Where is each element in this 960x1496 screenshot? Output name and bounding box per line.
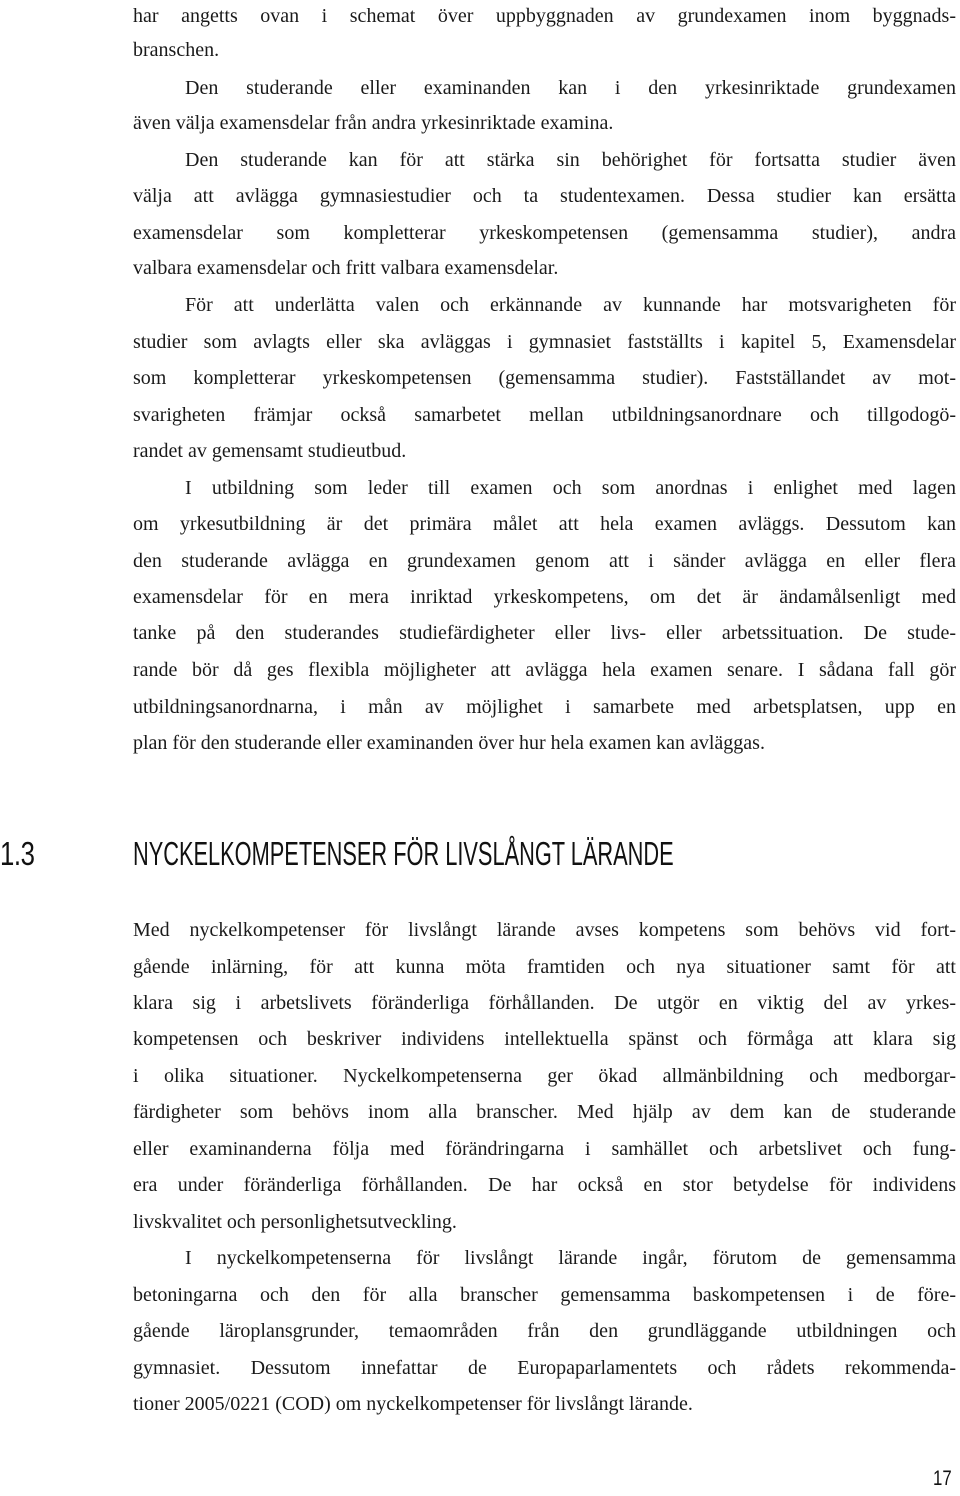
text-line: Med nyckelkompetenser för livslångt lärande avses kompetens som behövs vid fort- bbox=[133, 919, 956, 941]
text-line: rande bör då ges flexibla möjligheter att avlägga hela examen senare. I sådana fall gör bbox=[133, 659, 956, 681]
page-number: 17 bbox=[933, 1467, 952, 1490]
text-line: Den studerande eller examinanden kan i den yrkesinriktade grundexamen bbox=[185, 77, 956, 99]
text-line: tanke på den studerandes studiefärdigheter eller livs- eller arbetssituation. De stude- bbox=[133, 622, 956, 644]
text-line: tioner 2005/0221 (COD) om nyckelkompetenser för livslångt lärande. bbox=[133, 1393, 693, 1415]
text-line: utbildningsanordnarna, i mån av möjlighet i samarbete med arbetsplatsen, upp en bbox=[133, 696, 956, 718]
text-line: examensdelar för en mera inriktad yrkeskompetens, om det är ändamålsenligt med bbox=[133, 586, 956, 608]
text-line: studier som avlagts eller ska avläggas i gymnasiet fastställts i kapitel 5, Examensdelar bbox=[133, 331, 956, 353]
text-line: livskvalitet och personlighetsutveckling. bbox=[133, 1211, 457, 1233]
text-line: randet av gemensamt studieutbud. bbox=[133, 440, 407, 462]
text-line: svarigheten främjar också samarbetet mellan utbildningsanordnare och tillgodogö- bbox=[133, 404, 956, 426]
text-line: har angetts ovan i schemat över uppbyggnaden av grundexamen inom byggnads- bbox=[133, 5, 956, 27]
text-line: För att underlätta valen och erkännande av kunnande har motsvarigheten för bbox=[185, 294, 956, 316]
text-line: valbara examensdelar och fritt valbara examensdelar. bbox=[133, 257, 559, 279]
text-line: eller examinanderna följa med förändringarna i samhället och arbetslivet och fung- bbox=[133, 1138, 956, 1160]
text-line: Den studerande kan för att stärka sin behörighet för fortsatta studier även bbox=[185, 149, 956, 171]
text-line: plan för den studerande eller examinanden över hur hela examen kan avläggas. bbox=[133, 732, 765, 754]
text-line: i olika situationer. Nyckelkompetenserna ger ökad allmänbildning och medborgar- bbox=[133, 1065, 956, 1087]
text-line: klara sig i arbetslivets föränderliga förhållanden. De utgör en viktig del av yrkes- bbox=[133, 992, 956, 1014]
text-line: gymnasiet. Dessutom innefattar de Europaparlamentets och rådets rekommenda- bbox=[133, 1357, 956, 1379]
text-line: branschen. bbox=[133, 39, 220, 61]
text-line: även välja examensdelar från andra yrkesinriktade examina. bbox=[133, 112, 614, 134]
text-line: I utbildning som leder till examen och som anordnas i enlighet med lagen bbox=[185, 477, 956, 499]
text-line: om yrkesutbildning är det primära målet att hela examen avläggs. Dessutom kan bbox=[133, 513, 956, 535]
text-line: välja att avlägga gymnasiestudier och ta studentexamen. Dessa studier kan ersätta bbox=[133, 185, 956, 207]
text-line: som kompletterar yrkeskompetensen (gemensamma studier). Fastställandet av mot- bbox=[133, 367, 956, 389]
text-line: färdigheter som behövs inom alla branscher. Med hjälp av dem kan de studerande bbox=[133, 1101, 956, 1123]
text-line: I nyckelkompetenserna för livslångt lärande ingår, förutom de gemensamma bbox=[185, 1247, 956, 1269]
text-line: den studerande avlägga en grundexamen genom att i sänder avlägga en eller flera bbox=[133, 550, 956, 572]
text-line: era under föränderliga förhållanden. De har också en stor betydelse för individens bbox=[133, 1174, 956, 1196]
section-number: 1.3 bbox=[0, 835, 35, 872]
section-title: NYCKELKOMPETENSER FÖR LIVSLÅNGT LÄRANDE bbox=[133, 835, 674, 872]
text-line: gående läroplansgrunder, temaområden från den grundläggande utbildningen och bbox=[133, 1320, 956, 1342]
text-line: gående inlärning, för att kunna möta framtiden och nya situationer samt för att bbox=[133, 956, 956, 978]
text-line: betoningarna och den för alla branscher gemensamma baskompetensen i de före- bbox=[133, 1284, 956, 1306]
text-line: examensdelar som kompletterar yrkeskompetensen (gemensamma studier), andra bbox=[133, 222, 956, 244]
text-line: kompetensen och beskriver individens intellektuella spänst och förmåga att klara sig bbox=[133, 1028, 956, 1050]
